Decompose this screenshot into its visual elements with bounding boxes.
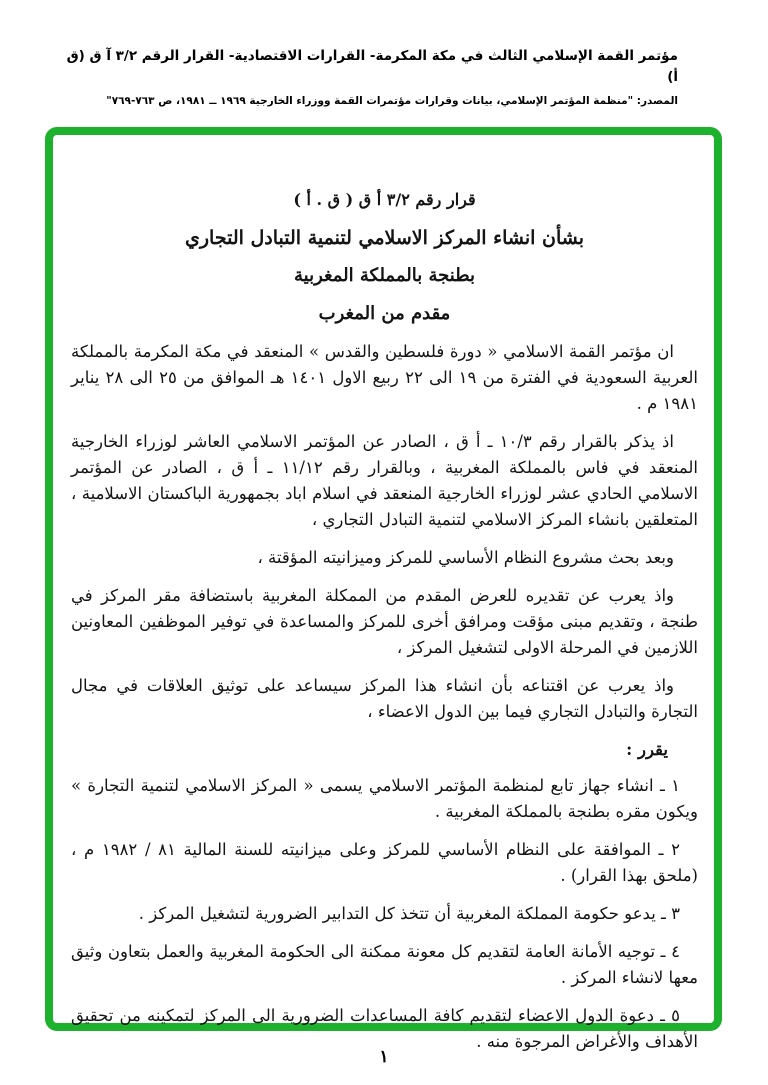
document-frame	[45, 127, 722, 1051]
decides-label: يقرر :	[626, 740, 668, 759]
decision-item: ٥ ـ دعوة الدول الاعضاء لتقديم كافة المساعدات الضرورية الى المركز لتمكينه من تحقيق الأهداف والأغراض المرجوة منه .	[71, 1006, 698, 1051]
source-header-citation: المصدر: "منظمة المؤتمر الإسلامي، بيانات وقرارات مؤتمرات القمة ووزراء الخارجية ١٩٦٩ ــ ١٩٨١، ص ٧٦٣-٧٦٩"	[106, 94, 678, 107]
page-number: ١	[379, 1047, 389, 1067]
resolution-number: قرار رقم ٣/٢ أ ق ( ق . أ )	[293, 190, 476, 209]
preamble-paragraph: واذ يعرب عن اقتناعه بأن انشاء هذا المركز سيساعد على توثيق العلاقات في مجال التجارة والتبادل التجاري فيما بين الدول الاعضاء ،	[71, 676, 698, 721]
source-header-title: مؤتمر القمة الإسلامي الثالث في مكة المكرمة- القرارات الاقتصادية- القرار الرقم ٣/٢ آ ق (ق أ)	[66, 48, 678, 85]
decision-item: ٤ ـ توجيه الأمانة العامة لتقديم كل معونة ممكنة الى الحكومة المغربية والعمل بتعاون وثيق معها لانشاء المركز .	[71, 942, 698, 987]
resolution-location: بطنجة بالمملكة المغربية	[294, 265, 475, 286]
document-content	[53, 135, 714, 1055]
preamble-paragraph: اذ يذكر بالقرار رقم ١٠/٣ ـ أ ق ، الصادر عن المؤتمر الاسلامي العاشر لوزراء الخارجية المنعقد في فاس بالمملكة المغربية ، وبالقرار رقم ١١/١٢ ـ أ ق ، الصادر عن المؤتمر الاسلامي الحادي عشر لوزراء الخارجية المنعقد في اسلام اباد بجمهورية الباكستان الاسلامية ، المتعلقين بانشاء المركز الاسلامي لتنمية التبادل التجاري ،	[71, 432, 699, 529]
decision-item: ٢ ـ الموافقة على النظام الأساسي للمركز وعلى ميزانيته للسنة المالية ٨١ / ١٩٨٢ م ، (ملحق بهذا القرار) .	[71, 840, 698, 885]
resolution-subject: بشأن انشاء المركز الاسلامي لتنمية التبادل التجاري	[184, 227, 584, 249]
resolution-submitted-by: مقدم من المغرب	[318, 303, 451, 324]
preamble-paragraph: واذ يعرب عن تقديره للعرض المقدم من الممكلة المغربية باستضافة مقر المركز في طنجة ، وتقديم مبنى مؤقت ومرافق أخرى للمركز والمساعدة في توفير الموظفين المعاونين اللازمين في المرحلة الاولى لتشغيل المركز ،	[71, 586, 698, 657]
decision-item: ١ ـ انشاء جهاز تابع لمنظمة المؤتمر الاسلامي يسمى « المركز الاسلامي لتنمية التجارة » ويكون مقره بطنجة بالمملكة المغربية .	[71, 776, 698, 821]
decision-item: ٣ ـ يدعو حكومة المملكة المغربية أن تتخذ كل التدابير الضرورية لتشغيل المركز .	[138, 904, 680, 923]
source-header	[60, 46, 678, 109]
preamble-paragraph: ان مؤتمر القمة الاسلامي « دورة فلسطين والقدس » المنعقد في مكة المكرمة بالمملكة العربية السعودية في الفترة من ١٩ الى ٢٢ ربيع الاول ١٤٠١ هـ الموافق من ٢٥ الى ٢٨ يناير ١٩٨١ م .	[71, 342, 698, 413]
preamble-paragraph: وبعد بحث مشروع النظام الأساسي للمركز وميزانيته المؤقتة ،	[257, 548, 674, 567]
